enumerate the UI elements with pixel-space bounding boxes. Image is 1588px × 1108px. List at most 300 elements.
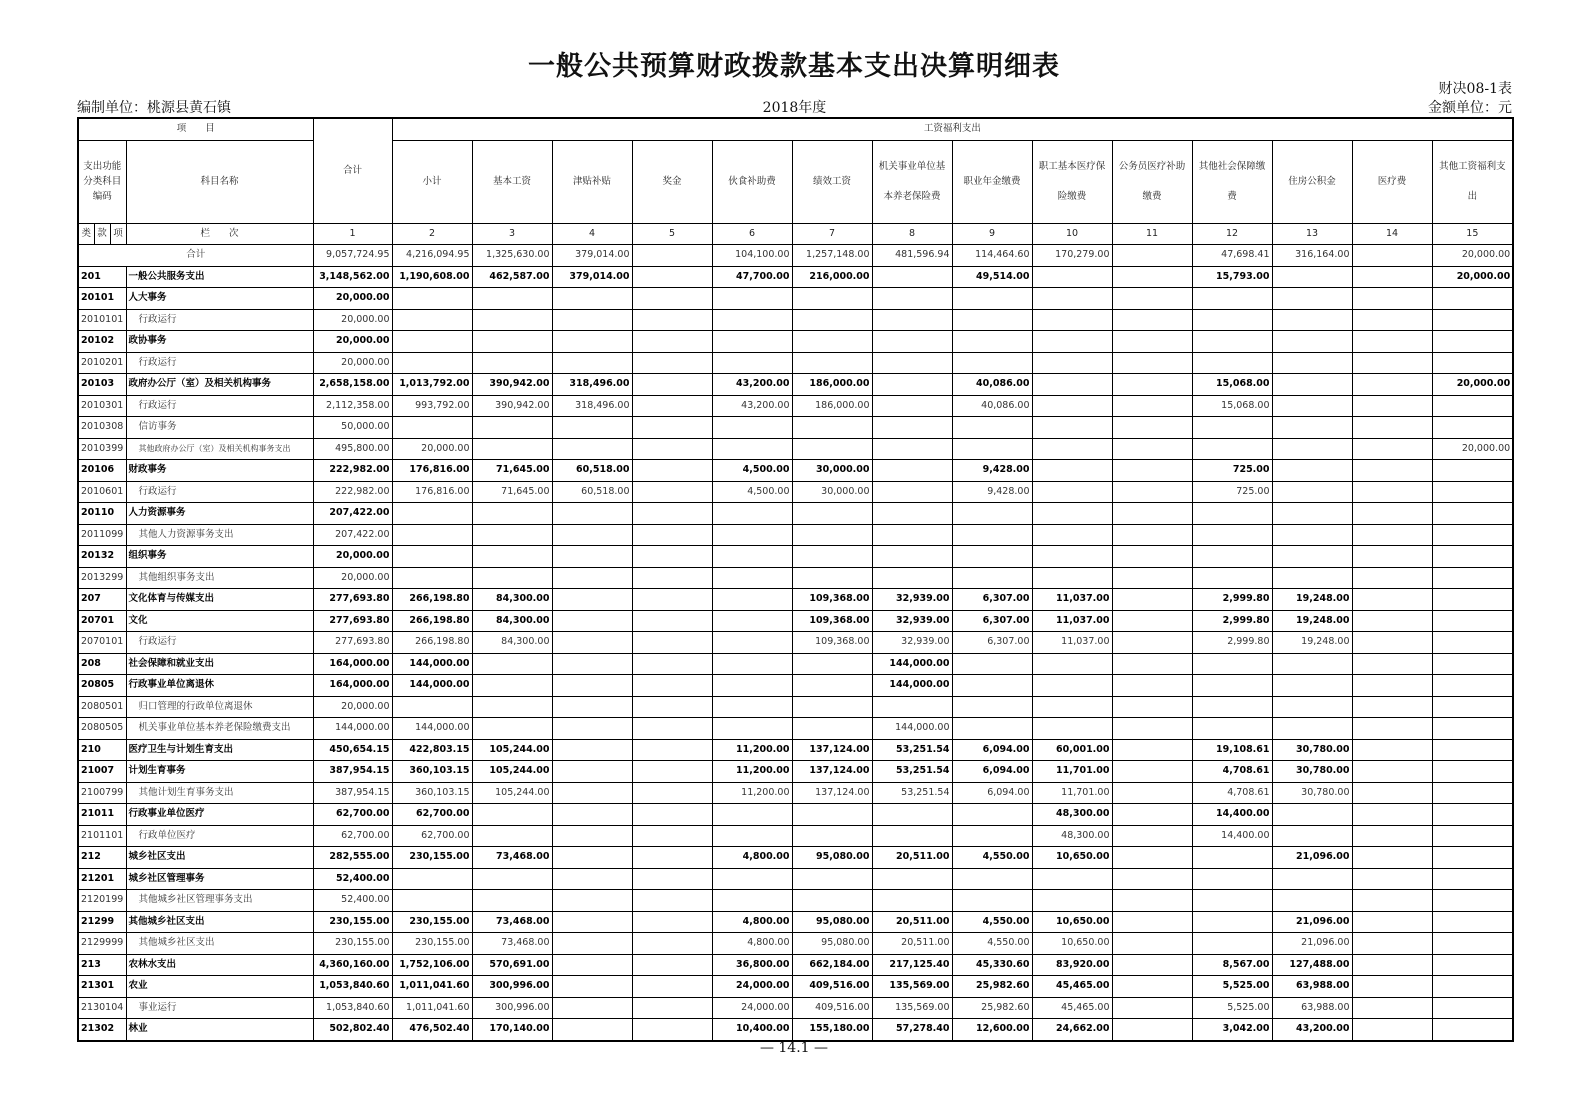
value-cell [1032,331,1112,353]
row-name: 行政运行 [126,352,313,374]
value-cell [1352,911,1432,933]
value-cell: 422,803.15 [392,739,472,761]
value-cell: 20,511.00 [872,911,952,933]
value-cell [1192,718,1272,740]
value-cell: 127,488.00 [1272,954,1352,976]
report-year: 2018年度 [762,100,827,116]
value-cell [392,331,472,353]
value-cell [472,503,552,525]
value-cell: 230,155.00 [392,847,472,869]
value-cell [792,524,872,546]
value-cell [872,438,952,460]
value-cell [792,438,872,460]
value-cell: 137,124.00 [792,761,872,783]
row-name: 其他城乡社区管理事务支出 [126,890,313,912]
value-cell [712,696,792,718]
value-cell [712,632,792,654]
column-header: 小计 [392,140,472,223]
value-cell [1112,546,1192,568]
value-cell: 2,999.80 [1192,589,1272,611]
value-cell [952,331,1032,353]
value-cell: 318,496.00 [552,374,632,396]
row-name: 农林水支出 [126,954,313,976]
value-cell: 4,708.61 [1192,761,1272,783]
row-code: 21007 [78,761,126,783]
value-cell [1432,503,1513,525]
table-row [78,825,1513,847]
value-cell: 48,300.00 [1032,825,1112,847]
value-cell: 105,244.00 [472,761,552,783]
value-cell: 1,011,041.60 [392,976,472,998]
value-cell [1112,890,1192,912]
value-cell: 1,011,041.60 [392,997,472,1019]
value-cell [792,417,872,439]
value-cell [1352,804,1432,826]
value-cell [552,288,632,310]
value-cell [872,868,952,890]
value-cell: 5,525.00 [1192,976,1272,998]
value-cell [632,266,712,288]
value-cell [1352,245,1432,267]
value-cell [712,653,792,675]
table-row [78,1019,1513,1041]
value-cell [712,438,792,460]
table-row [78,245,1513,267]
value-cell [1112,417,1192,439]
value-cell: 282,555.00 [313,847,392,869]
value-cell: 176,816.00 [392,481,472,503]
value-cell [1192,417,1272,439]
table-row [78,890,1513,912]
value-cell [792,675,872,697]
value-cell: 6,307.00 [952,589,1032,611]
value-cell [1352,481,1432,503]
value-cell [1192,911,1272,933]
value-cell: 11,200.00 [712,782,792,804]
value-cell [552,761,632,783]
column-header: 公务员医疗补助缴费 [1112,140,1192,223]
value-cell [472,309,552,331]
table-row [78,567,1513,589]
value-cell [392,524,472,546]
value-cell: 379,014.00 [552,266,632,288]
value-cell [1352,610,1432,632]
row-code: 2010101 [78,309,126,331]
table-row [78,546,1513,568]
row-code: 2010201 [78,352,126,374]
value-cell [632,546,712,568]
row-code: 2010399 [78,438,126,460]
header-row-3 [78,223,1513,245]
column-header: 津贴补贴 [552,140,632,223]
value-cell [1112,804,1192,826]
value-cell [792,567,872,589]
value-cell [952,503,1032,525]
value-cell: 266,198.80 [392,610,472,632]
value-cell [552,933,632,955]
value-cell [872,503,952,525]
value-cell: 20,000.00 [313,331,392,353]
value-cell [552,997,632,1019]
value-cell: 40,086.00 [952,374,1032,396]
row-code: 20701 [78,610,126,632]
value-cell: 230,155.00 [392,933,472,955]
value-cell: 62,700.00 [392,804,472,826]
value-cell [1112,481,1192,503]
value-cell [552,589,632,611]
column-number: 8 [872,223,952,245]
value-cell [1192,933,1272,955]
value-cell: 10,650.00 [1032,933,1112,955]
value-cell [1112,395,1192,417]
value-cell [712,309,792,331]
value-cell [872,395,952,417]
column-header: 职工基本医疗保险缴费 [1032,140,1112,223]
value-cell: 53,251.54 [872,739,952,761]
value-cell [632,868,712,890]
value-cell: 11,701.00 [1032,761,1112,783]
table-row [78,696,1513,718]
value-cell: 20,000.00 [313,309,392,331]
value-cell: 52,400.00 [313,868,392,890]
value-cell [1192,331,1272,353]
row-name: 其他城乡社区支出 [126,933,313,955]
value-cell: 502,802.40 [313,1019,392,1041]
value-cell: 32,939.00 [872,632,952,654]
value-cell [1432,718,1513,740]
value-cell: 73,468.00 [472,911,552,933]
value-cell [632,696,712,718]
value-cell [1272,524,1352,546]
value-cell: 50,000.00 [313,417,392,439]
row-code: 20103 [78,374,126,396]
value-cell [1112,524,1192,546]
value-cell [1432,825,1513,847]
value-cell: 476,502.40 [392,1019,472,1041]
row-name: 行政运行 [126,395,313,417]
row-code: 21011 [78,804,126,826]
total-header: 合计 [313,118,392,223]
row-name: 其他人力资源事务支出 [126,524,313,546]
value-cell [1352,309,1432,331]
value-cell: 4,216,094.95 [392,245,472,267]
value-cell [472,868,552,890]
value-cell [1352,352,1432,374]
value-cell: 95,080.00 [792,911,872,933]
value-cell [1192,868,1272,890]
value-cell: 32,939.00 [872,589,952,611]
value-cell [1032,675,1112,697]
value-cell [1192,567,1272,589]
row-code: 21201 [78,868,126,890]
value-cell [392,352,472,374]
value-cell [1272,804,1352,826]
value-cell [1432,288,1513,310]
value-cell: 266,198.80 [392,589,472,611]
value-cell: 164,000.00 [313,653,392,675]
subject-name-header: 科目名称 [126,140,313,223]
value-cell [632,933,712,955]
row-name: 一般公共服务支出 [126,266,313,288]
value-cell: 49,514.00 [952,266,1032,288]
table-row [78,481,1513,503]
value-cell [472,417,552,439]
value-cell [632,524,712,546]
value-cell: 176,816.00 [392,460,472,482]
value-cell [632,804,712,826]
header-row-2 [78,140,1513,223]
value-cell: 144,000.00 [392,675,472,697]
value-cell: 5,525.00 [1192,997,1272,1019]
value-cell [792,309,872,331]
value-cell [1272,438,1352,460]
value-cell [952,567,1032,589]
value-cell [1192,696,1272,718]
value-cell [952,288,1032,310]
value-cell [552,524,632,546]
column-number-label: 栏 次 [126,223,313,245]
value-cell [1352,1019,1432,1041]
value-cell: 222,982.00 [313,481,392,503]
value-cell [1432,610,1513,632]
value-cell [552,868,632,890]
table-row [78,933,1513,955]
value-cell [952,718,1032,740]
table-row [78,374,1513,396]
value-cell [792,804,872,826]
row-name: 事业运行 [126,997,313,1019]
row-code: 20132 [78,546,126,568]
value-cell [1352,503,1432,525]
value-cell [952,804,1032,826]
value-cell: 24,000.00 [712,997,792,1019]
value-cell: 2,999.80 [1192,610,1272,632]
value-cell [552,1019,632,1041]
value-cell [1032,266,1112,288]
value-cell: 73,468.00 [472,847,552,869]
value-cell [632,632,712,654]
value-cell [792,352,872,374]
value-cell: 6,094.00 [952,739,1032,761]
value-cell [712,890,792,912]
table-row [78,761,1513,783]
value-cell: 387,954.15 [313,761,392,783]
row-code: 2070101 [78,632,126,654]
row-name: 政协事务 [126,331,313,353]
value-cell [632,374,712,396]
value-cell: 1,190,608.00 [392,266,472,288]
row-name: 政府办公厅（室）及相关机构事务 [126,374,313,396]
value-cell: 14,400.00 [1192,804,1272,826]
value-cell: 6,094.00 [952,761,1032,783]
value-cell: 84,300.00 [472,589,552,611]
table-row [78,395,1513,417]
value-cell: 53,251.54 [872,782,952,804]
value-cell: 2,999.80 [1192,632,1272,654]
row-code: 201 [78,266,126,288]
value-cell [1032,460,1112,482]
value-cell [1352,524,1432,546]
value-cell: 14,400.00 [1192,825,1272,847]
value-cell: 387,954.15 [313,782,392,804]
func-code-header: 支出功能分类科目编码 [78,140,126,223]
value-cell [712,718,792,740]
value-cell [1352,653,1432,675]
row-code: 2080501 [78,696,126,718]
value-cell [632,890,712,912]
value-cell [1432,696,1513,718]
value-cell: 30,000.00 [792,481,872,503]
value-cell: 15,068.00 [1192,395,1272,417]
value-cell [552,653,632,675]
value-cell [1192,503,1272,525]
value-cell [952,868,1032,890]
row-code: 213 [78,954,126,976]
column-number: 1 [313,223,392,245]
value-cell [712,567,792,589]
value-cell [1352,395,1432,417]
row-code: 2129999 [78,933,126,955]
value-cell [792,718,872,740]
value-cell: 390,942.00 [472,395,552,417]
value-cell [1352,417,1432,439]
row-code: 208 [78,653,126,675]
value-cell: 45,330.60 [952,954,1032,976]
value-cell [1032,696,1112,718]
value-cell: 144,000.00 [872,653,952,675]
value-cell [1112,761,1192,783]
value-cell [1032,374,1112,396]
expenditure-table [77,117,1514,1042]
value-cell [1192,352,1272,374]
column-header: 其他社会保障缴费 [1192,140,1272,223]
row-name: 人力资源事务 [126,503,313,525]
value-cell: 114,464.60 [952,245,1032,267]
value-cell [1112,266,1192,288]
value-cell [1112,739,1192,761]
value-cell [1352,632,1432,654]
value-cell [1432,675,1513,697]
row-name: 城乡社区支出 [126,847,313,869]
value-cell [632,675,712,697]
value-cell [632,610,712,632]
value-cell: 20,000.00 [1432,245,1513,267]
value-cell [1352,718,1432,740]
value-cell [1352,266,1432,288]
value-cell: 84,300.00 [472,632,552,654]
value-cell [1112,374,1192,396]
value-cell [632,460,712,482]
value-cell [1432,352,1513,374]
row-code: 2101101 [78,825,126,847]
value-cell [472,825,552,847]
value-cell: 24,000.00 [712,976,792,998]
value-cell [552,567,632,589]
value-cell [872,804,952,826]
value-cell [632,653,712,675]
value-cell [1352,675,1432,697]
value-cell: 135,569.00 [872,976,952,998]
value-cell: 4,500.00 [712,460,792,482]
value-cell [1432,417,1513,439]
row-code: 207 [78,589,126,611]
row-code: 210 [78,739,126,761]
value-cell [552,331,632,353]
table-row [78,266,1513,288]
value-cell [1352,976,1432,998]
value-cell: 83,920.00 [1032,954,1112,976]
value-cell [1032,309,1112,331]
value-cell [632,438,712,460]
value-cell [712,804,792,826]
column-header: 职业年金缴费 [952,140,1032,223]
value-cell [1192,546,1272,568]
value-cell [632,976,712,998]
value-cell [1272,675,1352,697]
value-cell: 30,000.00 [792,460,872,482]
value-cell: 43,200.00 [712,374,792,396]
value-cell [1272,288,1352,310]
value-cell [1112,245,1192,267]
value-cell: 993,792.00 [392,395,472,417]
value-cell [1432,739,1513,761]
column-header: 住房公积金 [1272,140,1352,223]
value-cell [552,718,632,740]
value-cell: 1,053,840.60 [313,976,392,998]
value-cell: 222,982.00 [313,460,392,482]
row-name: 合计 [78,245,313,267]
value-cell [1112,976,1192,998]
value-cell [472,718,552,740]
value-cell [1112,933,1192,955]
xiang-header: 项 [110,223,126,245]
value-cell: 4,800.00 [712,847,792,869]
table-row [78,739,1513,761]
value-cell [632,503,712,525]
value-cell [1352,997,1432,1019]
value-cell: 62,700.00 [313,825,392,847]
row-code: 2120199 [78,890,126,912]
value-cell: 1,257,148.00 [792,245,872,267]
value-cell: 662,184.00 [792,954,872,976]
value-cell [952,696,1032,718]
value-cell [472,696,552,718]
value-cell [632,739,712,761]
table-row [78,632,1513,654]
value-cell [952,890,1032,912]
value-cell: 1,013,792.00 [392,374,472,396]
value-cell [1432,954,1513,976]
value-cell: 11,037.00 [1032,632,1112,654]
value-cell [1112,782,1192,804]
value-cell [552,503,632,525]
value-cell [792,890,872,912]
value-cell [552,352,632,374]
value-cell [472,331,552,353]
value-cell: 4,550.00 [952,933,1032,955]
value-cell [632,395,712,417]
value-cell [872,417,952,439]
value-cell [1352,782,1432,804]
row-code: 21302 [78,1019,126,1041]
row-name: 行政运行 [126,632,313,654]
table-row [78,460,1513,482]
value-cell [1032,288,1112,310]
value-cell [632,1019,712,1041]
amount-unit: 金额单位：元 [1428,100,1512,116]
row-name: 林业 [126,1019,313,1041]
value-cell: 10,400.00 [712,1019,792,1041]
